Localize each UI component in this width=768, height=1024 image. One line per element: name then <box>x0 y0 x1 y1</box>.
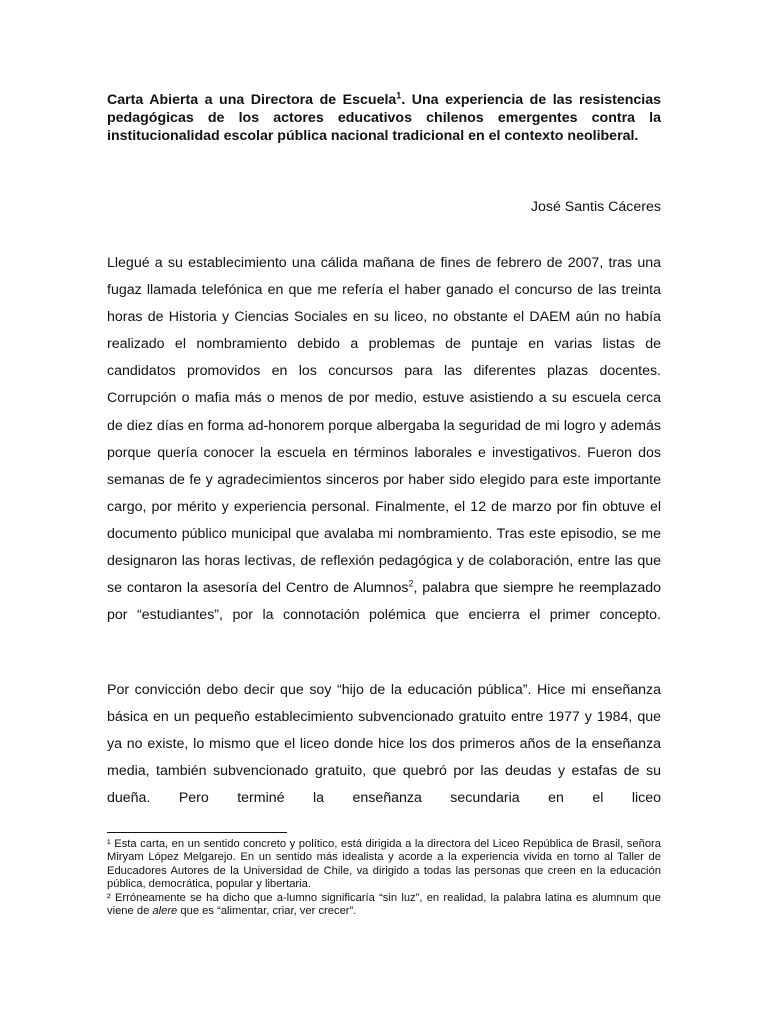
body-paragraph-2: Por convicción debo decir que soy “hijo de la educación pública”. Hice mi enseñanza básica en un pequeño establecimiento subvencionado gratuito entre 1977 y 1984, que ya no existe, lo mismo que el liceo donde hice los dos primeros años de la enseñanza media, también subvencionado gratuito, que quebró por las deudas y estafas de su dueña. Pero terminé la enseñanza secundaria en el liceo <box>107 682 661 807</box>
footnote-marker-1: 1 <box>396 90 402 101</box>
footnotes <box>107 838 661 918</box>
author-name: José Santis Cáceres <box>530 199 661 215</box>
footnote-2-italic-word: alere <box>152 905 178 918</box>
body-paragraph-1 <box>107 250 661 629</box>
title-main: Carta Abierta a una Directora de Escuela <box>107 92 397 108</box>
footnote-1: ¹ Esta carta, en un sentido concreto y político, está dirigida a la directora del Liceo República de Brasil, señora Miryam López Melgarejo. En un sentido más idealista y acorde a la experiencia vivida en torno al Taller de Educadores Autores de la Universidad de Chile, va dirigido a todas las personas que creen en la educación pública, democrática, popular y libertaria. <box>107 838 661 891</box>
paragraph-1-text-end: , palabra que siempre he reemplazado por “estudiantes”, por la connotación polémica que encierra el primer concepto. <box>107 580 661 624</box>
footnote-2-text: ² Erróneamente se ha dicho que a-lumno significaría “sin luz”, en realidad, la palabra latina es alumnum que viene de <box>107 891 661 918</box>
document-title <box>107 92 661 145</box>
footnote-marker-2: 2 <box>408 578 414 589</box>
footnote-2-text-end: que es “alimentar, criar, ver crecer”. <box>177 905 357 918</box>
footnote-divider <box>107 832 287 833</box>
paragraph-1-text: Llegué a su establecimiento una cálida mañana de fines de febrero de 2007, tras una fugaz llamada telefónica en que me refería el haber ganado el concurso de las treinta horas de Historia y Ciencias Sociales en su liceo, no obstante el DAEM aún no había realizado el nombramiento debido a problemas de puntaje en varias listas de candidatos promovidos en los concursos para las diferentes plazas docentes. Corrupción o mafia más o menos de por medio, estuve asistiendo a su escuela cerca de diez días en forma ad-honorem porque albergaba la seguridad de mi logro y además porque quería conocer la escuela en términos laborales e investigativos. Fueron dos semanas de fe y agradecimientos sinceros por haber sido elegido para este importante cargo, por mérito y experiencia personal. Finalmente, el 12 de marzo por fin obtuve el documento público municipal que avalaba mi nombramiento. Tras este episodio, se me designaron las horas lectivas, de reflexión pedagógica y de colaboración, entre las que se contaron la asesoría del Centro de Alumnos <box>107 255 661 597</box>
footnote-2 <box>107 892 661 919</box>
title-subtitle: . Una experiencia de las resistencias pedagógicas de los actores educativos chilenos emergentes contra la institucionalidad escolar pública nacional tradicional en el contexto neoliberal. <box>107 92 662 144</box>
